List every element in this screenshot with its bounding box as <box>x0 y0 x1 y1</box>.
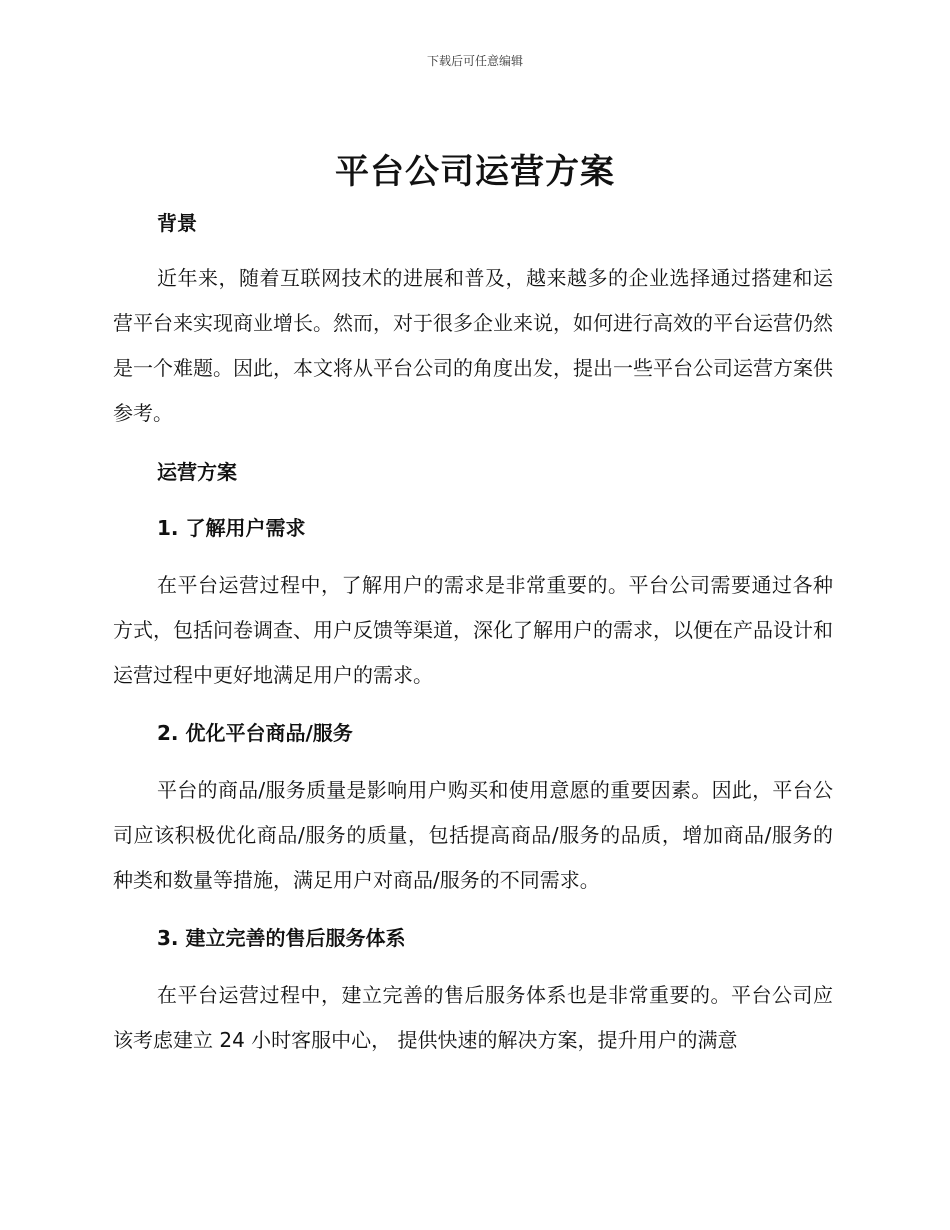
section-1-heading: 1. 了解用户需求 <box>157 516 306 540</box>
section-2-paragraph: 平台的商品/服务质量是影响用户购买和使用意愿的重要因素。因此，平台公司应该积极优化商品/服务的质量，包括提高商品/服务的品质，增加商品/服务的种类和数量等措施，满足用户对商品/服务的不同需求。 <box>113 778 833 892</box>
document-title: 平台公司运营方案 <box>335 152 615 192</box>
background-heading: 背景 <box>157 211 197 235</box>
section-2-heading: 2. 优化平台商品/服务 <box>157 721 353 745</box>
plan-heading: 运营方案 <box>157 460 237 484</box>
section-1-paragraph: 在平台运营过程中，了解用户的需求是非常重要的。平台公司需要通过各种方式，包括问卷调查、用户反馈等渠道，深化了解用户的需求，以便在产品设计和运营过程中更好地满足用户的需求。 <box>113 573 833 687</box>
background-paragraph: 近年来，随着互联网技术的进展和普及，越来越多的企业选择通过搭建和运营平台来实现商业增长。然而，对于很多企业来说，如何进行高效的平台运营仍然是一个难题。因此，本文将从平台公司的角度出发，提出一些平台公司运营方案供参考。 <box>113 266 833 425</box>
section-3-heading: 3. 建立完善的售后服务体系 <box>157 926 406 950</box>
section-3-paragraph: 在平台运营过程中，建立完善的售后服务体系也是非常重要的。平台公司应该考虑建立 24 小时客服中心， 提供快速的解决方案，提升用户的满意 <box>113 983 833 1052</box>
page-header-note: 下载后可任意编辑 <box>426 54 523 68</box>
